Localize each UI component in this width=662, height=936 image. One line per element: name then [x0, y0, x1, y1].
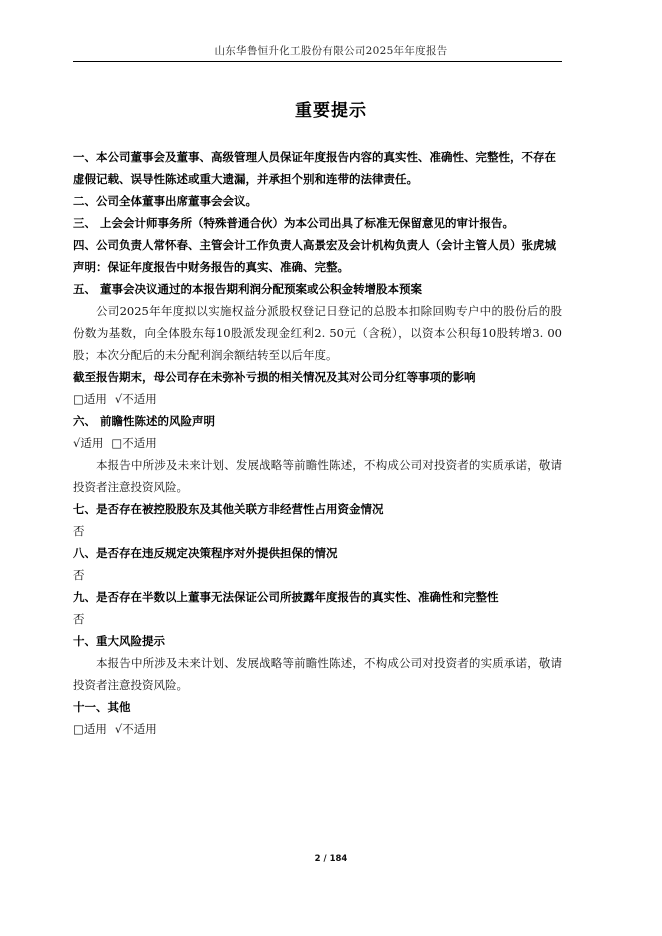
deficit-heading: 截至报告期末，母公司存在未弥补亏损的相关情况及其对公司分红等事项的影响 — [73, 370, 476, 384]
item6-option-applicable: √适用 — [73, 436, 104, 450]
header-rule — [73, 61, 562, 62]
deficit-option-applicable: □适用 — [73, 392, 107, 406]
item9-answer: 否 — [73, 612, 85, 626]
running-header: 山东华鲁恒升化工股份有限公司2025年年度报告 — [214, 45, 448, 57]
item11-heading: 十一、其他 — [73, 700, 131, 714]
item10-heading: 十、重大风险提示 — [73, 634, 165, 648]
item7-answer: 否 — [73, 524, 85, 538]
deficit-option-not-applicable: √不适用 — [114, 392, 157, 406]
item5-body: 公司2025年年度拟以实施权益分派股权登记日登记的总股本扣除回购专户中的股份后的股份数为基数，向全体股东每10股派发现金红利2. 50元（含税），以资本公积每10股转增3. 00股；本次分配后的未分配利润余额结转至以后年度。 — [73, 304, 562, 362]
item9-heading: 九、是否存在半数以上董事无法保证公司所披露年度报告的真实性、准确性和完整性 — [73, 590, 499, 604]
item1-line1: 一、本公司董事会及董事、高级管理人员保证年度报告内容的真实性、准确性、完整性，不存在 — [73, 150, 556, 164]
item6-option-not-applicable: □不适用 — [111, 436, 157, 450]
deficit-options — [73, 388, 562, 410]
item4-line2: 声明：保证年度报告中财务报告的真实、准确、完整。 — [73, 260, 349, 274]
item6-heading: 六、 前瞻性陈述的风险声明 — [73, 414, 216, 428]
item6-body: 本报告中所涉及未来计划、发展战略等前瞻性陈述，不构成公司对投资者的实质承诺，敬请投资者注意投资风险。 — [73, 458, 562, 494]
item11-option-applicable: □适用 — [73, 722, 107, 736]
content-body — [73, 146, 562, 740]
item8-heading: 八、是否存在违反规定决策程序对外提供担保的情况 — [73, 546, 338, 560]
item10-body: 本报告中所涉及未来计划、发展战略等前瞻性陈述，不构成公司对投资者的实质承诺，敬请投资者注意投资风险。 — [73, 656, 562, 692]
page-number: 2 / 184 — [314, 854, 348, 864]
item1-line2: 虚假记载、误导性陈述或重大遗漏，并承担个别和连带的法律责任。 — [73, 172, 418, 186]
item6-options — [73, 432, 562, 454]
item3: 三、 上会会计师事务所（特殊普通合伙）为本公司出具了标准无保留意见的审计报告。 — [73, 216, 514, 230]
page-title: 重要提示 — [295, 101, 367, 121]
item11-option-not-applicable: √不适用 — [114, 722, 157, 736]
item7-heading: 七、是否存在被控股股东及其他关联方非经营性占用资金情况 — [73, 502, 384, 516]
item2: 二、公司全体董事出席董事会会议。 — [73, 194, 257, 208]
item11-options — [73, 718, 562, 740]
item4-line1: 四、公司负责人常怀春、主管会计工作负责人高景宏及会计机构负责人（会计主管人员）张虎城 — [73, 238, 556, 252]
item8-answer: 否 — [73, 568, 85, 582]
item5-heading: 五、 董事会决议通过的本报告期利润分配预案或公积金转增股本预案 — [73, 282, 422, 296]
